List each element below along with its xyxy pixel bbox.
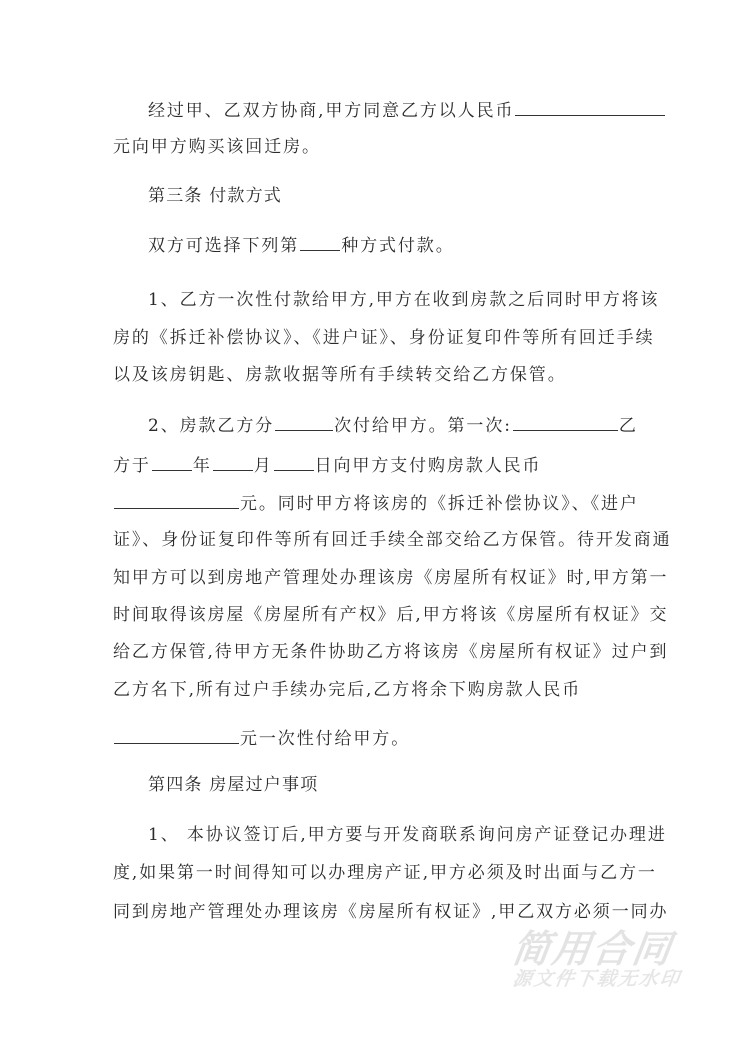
text: 房的《拆迁补偿协议》、《进户证》、身份证复印件等所有回迁手续 — [113, 328, 655, 348]
article-3-heading — [148, 185, 282, 207]
text: 元一次性付给甲方。 — [240, 729, 411, 749]
option-1-line-2 — [113, 327, 655, 349]
text: 元向甲方购买该回迁房。 — [113, 137, 321, 157]
text: 经过甲、乙双方协商,甲方同意乙方以人民币 — [148, 101, 515, 121]
watermark-brand: 简用合同 — [509, 927, 676, 971]
transfer-item-1-line-2 — [113, 862, 657, 884]
text: 1、乙方一次性付款给甲方,甲方在收到房款之后同时甲方将该 — [148, 290, 660, 310]
text: 知甲方可以到房地产管理处办理该房《房屋所有权证》时,甲方第一 — [113, 568, 669, 588]
article-4-heading — [148, 774, 318, 796]
paragraph-price-line-2 — [113, 136, 321, 158]
text: 日向甲方支付购房款人民币 — [314, 456, 542, 476]
paragraph-price-line-1 — [148, 99, 666, 122]
method-number-blank[interactable] — [300, 234, 340, 251]
option-2-line-4 — [113, 529, 672, 551]
text: 种方式付款。 — [341, 236, 455, 256]
day-blank[interactable] — [274, 454, 314, 471]
text: 以及该房钥匙、房款收据等所有手续转交给乙方保管。 — [113, 365, 567, 385]
text: 元。同时甲方将该房的《拆迁补偿协议》、《进户 — [240, 494, 639, 514]
text: 月 — [253, 456, 273, 476]
option-2-line-7 — [113, 641, 668, 663]
transfer-item-1-line-1 — [148, 824, 667, 846]
option-1-line-1 — [148, 289, 659, 311]
text: 时间取得该房屋《房屋所有产权》后,甲方将该《房屋所有权证》交 — [113, 605, 669, 625]
text: 同到房地产管理处办理该房《房屋所有权证》,甲乙双方必须一同办 — [113, 902, 669, 922]
text: 度,如果第一时间得知可以办理房产证,甲方必须及时出面与乙方一 — [113, 863, 657, 883]
installments-blank[interactable] — [275, 414, 333, 431]
amount-blank[interactable] — [114, 492, 239, 509]
year-blank[interactable] — [152, 454, 192, 471]
text: 乙 — [618, 416, 638, 436]
text: 第三条 付款方式 — [148, 186, 283, 206]
text: 次付给甲方。第一次: — [334, 416, 512, 436]
text: 乙方名下,所有过户手续办完后,乙方将余下购房款人民币 — [113, 680, 582, 700]
text: 1、 本协议签订后,甲方要与开发商联系询问房产证登记办理进 — [148, 825, 667, 845]
text: 年 — [192, 456, 212, 476]
text: 第四条 房屋过户事项 — [148, 775, 319, 795]
text: 方于 — [113, 456, 151, 476]
month-blank[interactable] — [213, 454, 253, 471]
option-2-line-6 — [113, 604, 668, 626]
watermark-slogan: 源文件下载无水印 — [511, 968, 683, 990]
option-2-line-3 — [113, 492, 639, 515]
first-payment-blank[interactable] — [513, 414, 618, 431]
remaining-amount-blank[interactable] — [114, 727, 239, 744]
option-2-line-5 — [113, 567, 668, 589]
text: 给乙方保管,待甲方无条件协助乙方将该房《房屋所有权证》过户到 — [113, 642, 669, 662]
option-2-line-8 — [113, 679, 581, 701]
option-2-line-2 — [113, 454, 541, 477]
text: 双方可选择下列第 — [148, 236, 300, 256]
option-1-line-3 — [113, 364, 567, 386]
payment-method-choice — [148, 234, 455, 257]
option-2-line-9 — [113, 727, 410, 750]
option-2-line-1 — [148, 414, 638, 437]
text: 2、房款乙方分 — [148, 416, 275, 436]
text: 证》、身份证复印件等所有回迁手续全部交给乙方保管。待开发商通 — [113, 530, 672, 550]
price-blank[interactable] — [515, 99, 665, 116]
